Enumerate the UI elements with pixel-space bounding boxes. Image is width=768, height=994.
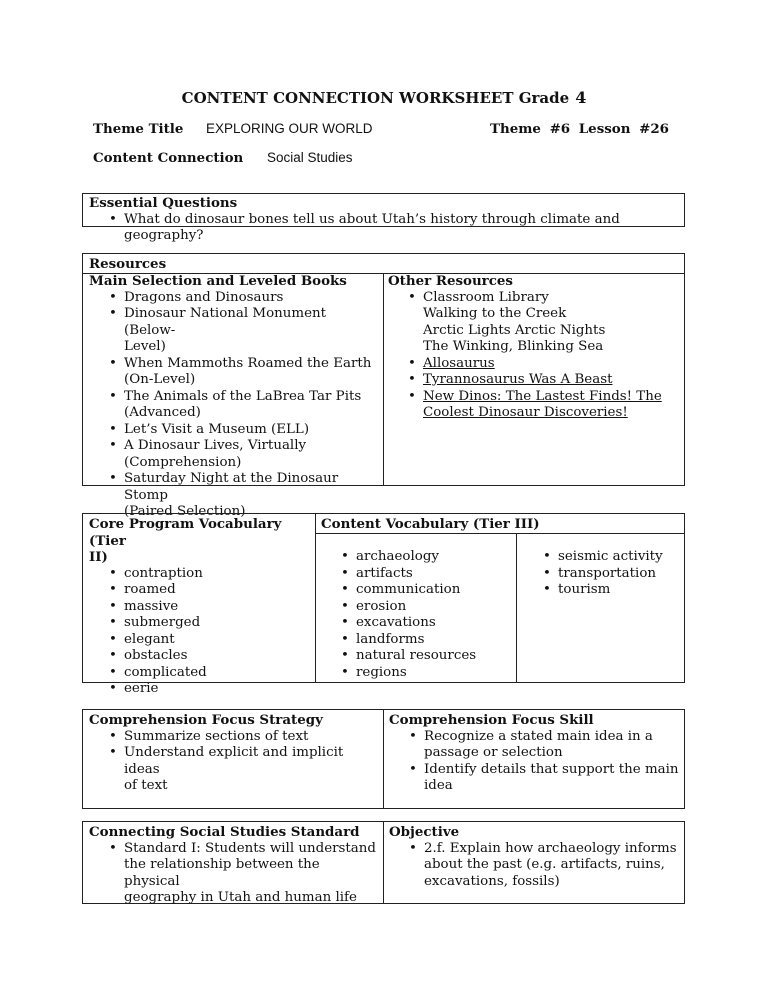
page-title (0, 90, 768, 107)
comprehension-skill-column (389, 712, 681, 795)
list-item: • Identify details that support the main idea (407, 762, 681, 795)
list-item: • archaeology (339, 549, 514, 566)
other-resources-list (406, 290, 680, 422)
comprehension-strategy-column (89, 712, 379, 795)
list-item: • roamed (107, 582, 311, 599)
main-selection-column (89, 273, 379, 521)
content-connection-value: Social Studies (267, 150, 353, 165)
theme-title-label: Theme Title (93, 121, 184, 137)
list-item: • New Dinos: The Lastest Finds! The Coolest Dinosaur Discoveries! (406, 389, 680, 422)
list-item: • tourism (541, 582, 686, 599)
standard-box (82, 821, 685, 904)
comprehension-box (82, 709, 685, 809)
list-item: • Tyrannosaurus Was A Beast (406, 372, 680, 389)
list-item: • Standard I: Students will understand the relationship between the physical geography in Utah and human life (107, 841, 379, 907)
list-item: • Dinosaur National Monument (Below- Level) (107, 306, 379, 356)
essential-questions-list (107, 212, 678, 245)
standard-header: Connecting Social Studies Standard (89, 824, 360, 840)
resources-box (82, 253, 685, 519)
list-item: • obstacles (107, 648, 311, 665)
standard-list (107, 841, 379, 907)
list-item: • Recognize a stated main idea in a passage or selection (407, 729, 681, 762)
list-item: • complicated (107, 665, 311, 682)
list-item: • regions (339, 665, 514, 682)
list-item: • Summarize sections of text (107, 729, 379, 746)
essential-questions-header: Essential Questions (89, 195, 238, 211)
title-text: CONTENT CONNECTION WORKSHEET Grade (181, 89, 570, 107)
list-item: • excavations (339, 615, 514, 632)
list-item: • Allosaurus (406, 356, 680, 373)
list-item: • Saturday Night at the Dinosaur Stomp (Paired Selection) (107, 471, 379, 521)
comprehension-skill-header: Comprehension Focus Skill (389, 712, 594, 728)
resources-header: Resources (89, 256, 167, 272)
list-item: • massive (107, 599, 311, 616)
main-selection-list (107, 290, 379, 521)
list-item: • artifacts (339, 566, 514, 583)
comprehension-skill-list (407, 729, 681, 795)
theme-lesson: Theme #6 Lesson #26 (490, 121, 669, 137)
list-item: • Classroom Library Walking to the Creek Arctic Lights Arctic Nights The Winking, Blinking Sea (406, 290, 680, 356)
list-item: • The Animals of the LaBrea Tar Pits (Advanced) (107, 389, 379, 422)
comprehension-strategy-header: Comprehension Focus Strategy (89, 712, 323, 728)
list-item: • submerged (107, 615, 311, 632)
comprehension-strategy-list (107, 729, 379, 795)
list-item: • 2.f. Explain how archaeology informs about the past (e.g. artifacts, ruins, excavations, fossils) (407, 841, 681, 891)
list-item: • Understand explicit and implicit ideas of text (107, 745, 379, 795)
content-vocabulary-list-b (541, 549, 686, 599)
list-item: • eerie (107, 681, 311, 698)
list-item: • A Dinosaur Lives, Virtually (Comprehension) (107, 438, 379, 471)
core-vocabulary-column (89, 516, 311, 698)
list-item: • landforms (339, 632, 514, 649)
core-vocabulary-header: Core Program Vocabulary (Tier II) (89, 516, 282, 565)
list-item: • erosion (339, 599, 514, 616)
content-vocabulary-header: Content Vocabulary (Tier III) (321, 516, 540, 532)
list-item: • contraption (107, 566, 311, 583)
list-item: • transportation (541, 566, 686, 583)
main-selection-header: Main Selection and Leveled Books (89, 273, 347, 289)
objective-list (407, 841, 681, 891)
list-item: • When Mammoths Roamed the Earth (On-Level) (107, 356, 379, 389)
list-item: • communication (339, 582, 514, 599)
list-item: • Let’s Visit a Museum (ELL) (107, 422, 379, 439)
core-vocabulary-list (107, 566, 311, 698)
content-connection-label: Content Connection (93, 150, 244, 166)
vocabulary-box (82, 513, 685, 696)
list-item: • natural resources (339, 648, 514, 665)
list-item: • seismic activity (541, 549, 686, 566)
objective-column (389, 824, 681, 890)
objective-header: Objective (389, 824, 460, 840)
theme-title-value: EXPLORING OUR WORLD (206, 121, 373, 136)
essential-questions-box (82, 193, 685, 243)
other-resources-column (388, 273, 680, 422)
other-resources-header: Other Resources (388, 273, 513, 289)
list-item: • elegant (107, 632, 311, 649)
grade-value: 4 (575, 88, 587, 107)
list-item: • Dragons and Dinosaurs (107, 290, 379, 307)
content-vocabulary-list-a (339, 549, 514, 681)
standard-column (89, 824, 379, 907)
list-item: • What do dinosaur bones tell us about Utah’s history through climate and geography? (107, 212, 678, 245)
